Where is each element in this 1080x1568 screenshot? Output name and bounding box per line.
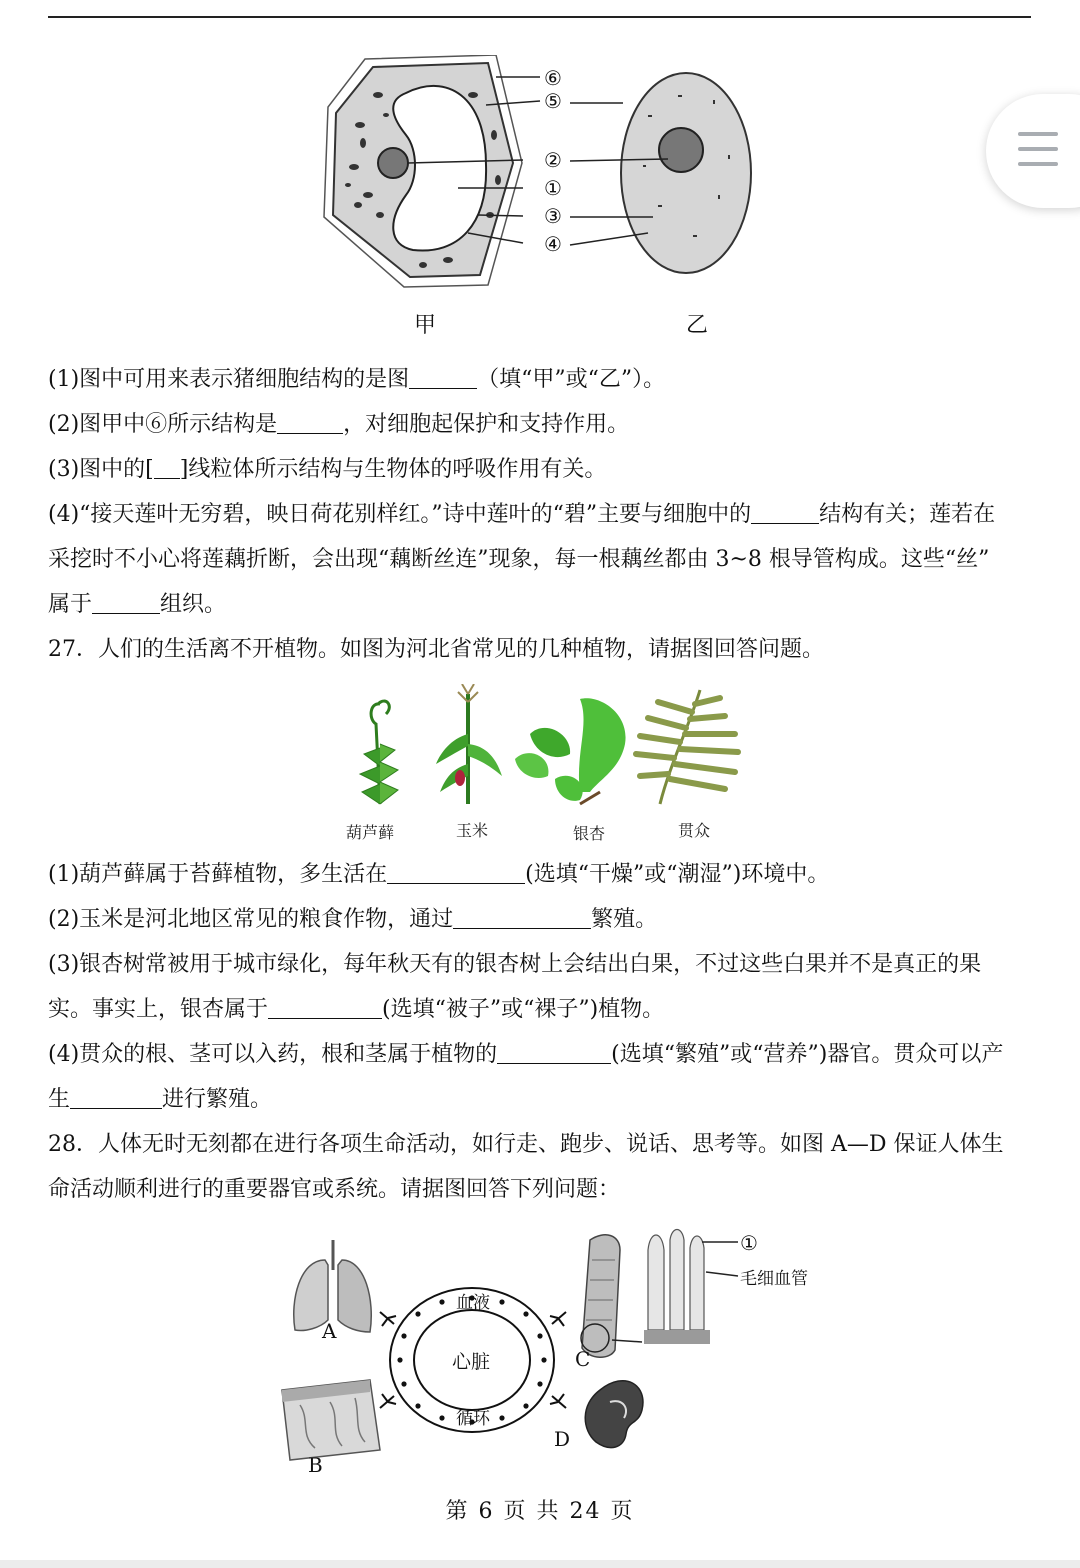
answer-blank[interactable]	[409, 366, 477, 389]
label-circulation: 循环	[456, 1409, 490, 1429]
cell-labels	[544, 66, 562, 256]
q27-line-4: 实。事实上，银杏属于 (选填“被子”或“裸子”)植物。	[48, 997, 665, 1022]
caption-yi: 乙	[686, 313, 709, 338]
label-circled-1: ①	[740, 1231, 758, 1255]
q27-line-6: 生 进行繁殖。	[48, 1087, 273, 1112]
q26-line-6: 属于 组织。	[48, 592, 227, 617]
q27-line-2: (2)玉米是河北地区常见的粮食作物，通过 繁殖。	[48, 907, 658, 932]
figure-labels	[308, 1231, 808, 1477]
plants-figure	[340, 684, 750, 814]
q27-title: 27．人们的生活离不开植物。如图为河北省常见的几种植物，请据图回答问题。	[48, 637, 824, 662]
label-heart: 心脏	[452, 1351, 491, 1373]
label-3: ③	[544, 204, 562, 228]
q27-line-1: (1)葫芦藓属于苔藓植物，多生活在 (选填“干燥”或“潮湿”)环境中。	[48, 862, 830, 887]
plant-label-moss: 葫芦藓	[346, 823, 395, 842]
label-5: ⑤	[544, 89, 562, 113]
cell-diagram	[318, 55, 758, 345]
top-rule	[48, 16, 1031, 18]
q26-line-5: 采挖时不小心将莲藕折断，会出现“藕断丝连”现象，每一根藕丝都由 3~8 根导管构成。这些“丝”	[48, 547, 990, 572]
answer-blank[interactable]	[751, 501, 819, 524]
label-D: D	[554, 1427, 571, 1451]
label-1: ①	[544, 176, 562, 200]
bottom-bar	[0, 1560, 1080, 1568]
answer-blank[interactable]	[70, 1086, 162, 1109]
menu-button[interactable]	[986, 94, 1080, 208]
intestine-image	[581, 1230, 738, 1358]
answer-blank[interactable]	[277, 411, 343, 434]
kidney-image	[585, 1381, 643, 1448]
plant-label-ginkgo: 银杏	[573, 824, 606, 843]
ginkgo-image	[515, 698, 626, 804]
label-6: ⑥	[544, 66, 562, 90]
label-blood: 血液	[456, 1293, 490, 1313]
body-systems-figure	[270, 1220, 830, 1480]
page-footer: 第 6 页 共 24 页	[445, 1499, 635, 1524]
label-4: ④	[544, 232, 562, 256]
hamburger-icon	[1018, 132, 1058, 166]
q26-line-2: (2)图甲中⑥所示结构是 ，对细胞起保护和支持作用。	[48, 412, 630, 437]
skin-image	[282, 1380, 380, 1460]
fern-image	[636, 690, 738, 804]
label-B: B	[308, 1453, 323, 1477]
q27-line-3: (3)银杏树常被用于城市绿化，每年秋天有的银杏树上会结出白果，不过这些白果并不是真正的果	[48, 952, 982, 977]
q28-line-2: 命活动顺利进行的重要器官或系统。请据图回答下列问题：	[48, 1177, 621, 1202]
answer-blank[interactable]	[387, 861, 525, 884]
label-C: C	[575, 1347, 591, 1371]
animal-cell	[570, 73, 751, 273]
caption-jia: 甲	[414, 313, 437, 338]
label-capillary: 毛细血管	[740, 1269, 808, 1289]
answer-blank[interactable]	[92, 591, 160, 614]
q27-line-5: (4)贯众的根、茎可以入药，根和茎属于植物的 (选填“繁殖”或“营养”)器官。贯众可以产	[48, 1042, 1004, 1067]
plant-label-fern: 贯众	[678, 821, 711, 840]
plant-cell	[324, 55, 540, 287]
answer-blank[interactable]	[453, 906, 591, 929]
answer-blank[interactable]	[497, 1041, 611, 1064]
label-2: ②	[544, 148, 562, 172]
q26-line-1: (1)图中可用来表示猪细胞结构的是图 （填“甲”或“乙”）。	[48, 367, 666, 392]
answer-blank[interactable]	[154, 456, 180, 479]
moss-image	[360, 701, 398, 804]
plant-label-corn: 玉米	[456, 821, 489, 840]
q26-line-4: (4)“接天莲叶无穷碧，映日荷花别样红。”诗中莲叶的“碧”主要与细胞中的 结构有关；莲若在	[48, 502, 996, 527]
corn-image	[436, 684, 502, 804]
answer-blank[interactable]	[268, 996, 382, 1019]
q26-line-3: (3)图中的[ ]线粒体所示结构与生物体的呼吸作用有关。	[48, 457, 607, 482]
label-A: A	[322, 1319, 337, 1343]
q28-line-1: 28．人体无时无刻都在进行各项生命活动，如行走、跑步、说话、思考等。如图 A—D 保证人体生	[48, 1132, 1004, 1157]
